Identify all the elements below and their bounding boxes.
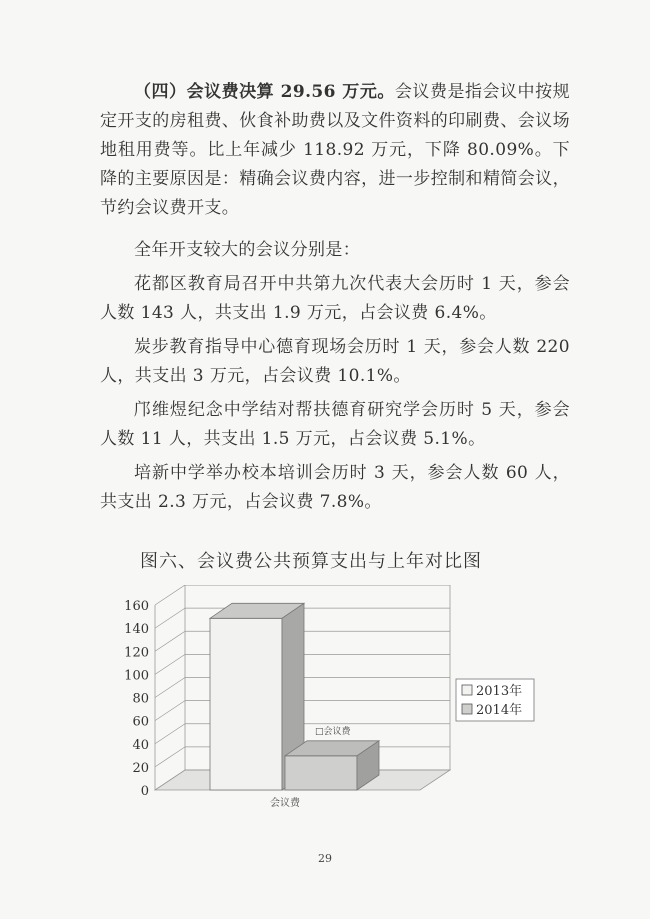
legend-swatch-2014年	[462, 704, 472, 714]
paragraph-major-meetings-intro: 全年开支较大的会议分别是：	[134, 240, 361, 260]
bar-data-label: □会议费	[315, 726, 351, 737]
y-tick-label: 100	[124, 668, 149, 684]
paragraph-meeting-1: 花都区教育局召开中共第九次代表大会历时 1 天，参会人数 143 人，共支出 1.9 万元，占会议费 6.4%。	[100, 274, 570, 323]
paragraph-body: 会议费是指会议中按规定开支的房租费、伙食补助费以及文件资料的印刷费、会议场地租用费等。比上年减少 118.92 万元，下降 80.09%。下降的主要原因是：精确会议费内容，进一步控制和精简会议，节约会议费开支。	[100, 82, 571, 218]
figure-caption: 图六、会议费公共预算支出与上年对比图	[140, 551, 482, 572]
gridline-side	[155, 631, 185, 651]
paragraph-heading: （四）会议费决算 29.56 万元。	[134, 82, 395, 102]
page-number: 29	[318, 852, 332, 865]
paragraph-meeting-2: 炭步教育指导中心德育现场会历时 1 天，参会人数 220 人，共支出 3 万元，占会议费 10.1%。	[100, 337, 570, 386]
legend-swatch-2013年	[462, 685, 472, 695]
gridline-side	[155, 747, 185, 767]
gridline-side	[155, 654, 185, 674]
y-tick-label: 140	[124, 622, 149, 638]
gridline-side	[155, 724, 185, 744]
gridline-side	[155, 585, 185, 605]
paragraph-meeting-3: 邝维煜纪念中学结对帮扶德育研究学会历时 5 天，参会人数 11 人，共支出 1.5 万元，占会议费 5.1%。	[100, 400, 570, 449]
paragraph-meeting-fees	[100, 78, 570, 223]
legend-label: 2014年	[476, 703, 523, 718]
bar-chart	[110, 585, 550, 820]
gridline-side	[155, 678, 185, 698]
bar-2014年	[285, 756, 357, 790]
y-tick-label: 80	[132, 691, 149, 707]
x-category-label: 会议费	[270, 798, 300, 809]
bar-2013年	[210, 618, 282, 790]
y-tick-label: 20	[132, 760, 149, 776]
y-tick-label: 40	[132, 737, 149, 753]
bar-chart-svg	[110, 585, 550, 820]
gridline-side	[155, 608, 185, 628]
y-tick-label: 0	[140, 784, 149, 799]
y-tick-label: 60	[132, 714, 149, 730]
legend-label: 2013年	[476, 684, 523, 699]
y-tick-label: 160	[124, 599, 149, 614]
gridline-side	[155, 701, 185, 721]
y-tick-label: 120	[124, 645, 149, 661]
paragraph-meeting-4: 培新中学举办校本培训会历时 3 天，参会人数 60 人，共支出 2.3 万元，占会议费 7.8%。	[100, 463, 570, 512]
